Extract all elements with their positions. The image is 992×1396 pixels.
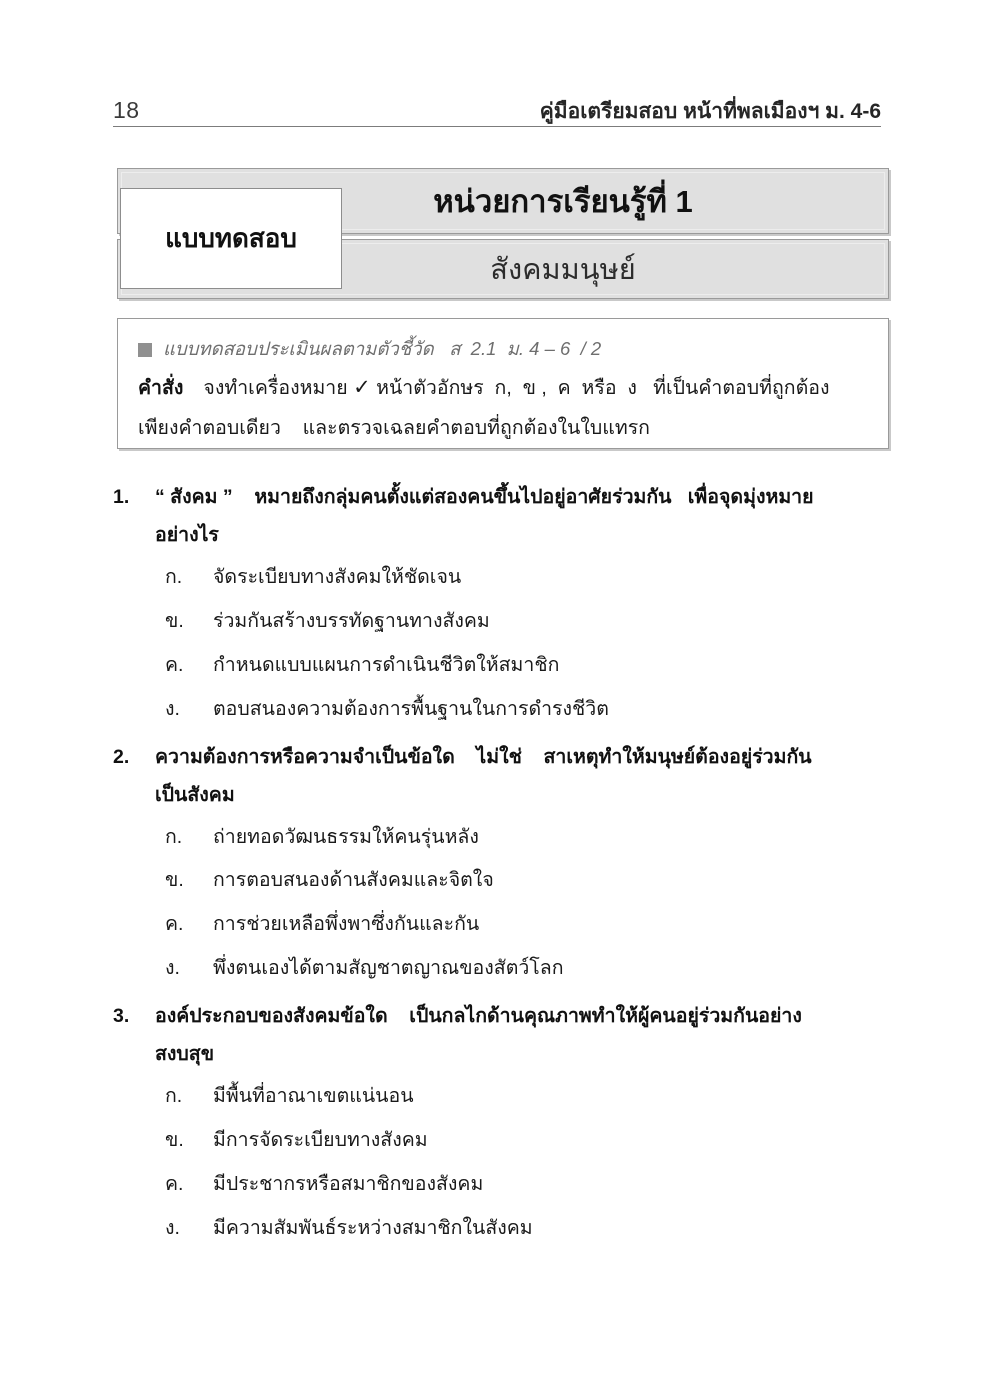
unit-title-label: หน่วยการเรียนรู้ที่ 1	[433, 184, 693, 219]
choice-letter: ง.	[165, 1216, 180, 1239]
test-type-label: แบบทดสอบ	[165, 223, 297, 253]
choice-text: พึ่งตนเองได้ตามสัญชาตญาณของสัตว์โลก	[213, 957, 564, 980]
question-number: 2.	[113, 745, 130, 768]
directive-text-segment-2: หน้าตัวอักษร ก, ข , ค หรือ ง ที่เป็นคำตอบที่ถูกต้อง	[370, 377, 830, 399]
instruction-box	[117, 318, 889, 449]
choice-item[interactable]	[165, 556, 893, 600]
choice-letter: ก.	[165, 825, 183, 848]
choice-letter: ข.	[165, 1128, 184, 1151]
directive-text-segment-1: จงทำเครื่องหมาย	[203, 377, 354, 399]
header-divider-rule	[113, 126, 881, 127]
choice-text: มีพื้นที่อาณาเขตแน่นอน	[213, 1085, 414, 1108]
choice-letter: ค.	[165, 653, 184, 676]
choice-item[interactable]	[165, 600, 893, 644]
choice-text: มีประชากรหรือสมาชิกของสังคม	[213, 1172, 484, 1195]
choice-list	[113, 816, 893, 992]
choice-text: กำหนดแบบแผนการดำเนินชีวิตให้สมาชิก	[213, 653, 560, 676]
choice-item[interactable]	[165, 1163, 893, 1207]
choice-letter: ง.	[165, 957, 180, 980]
question-item	[113, 997, 893, 1251]
choice-item[interactable]	[165, 816, 893, 860]
question-number: 3.	[113, 1005, 130, 1028]
choice-item[interactable]	[165, 1119, 893, 1163]
question-item	[113, 738, 893, 992]
choice-letter: ข.	[165, 609, 184, 632]
choice-item[interactable]	[165, 903, 893, 947]
question-heading	[113, 997, 893, 1073]
choice-item[interactable]	[165, 947, 893, 991]
indicator-text: แบบทดสอบประเมินผลตามตัวชี้วัด ส 2.1 ม. 4 – 6 / 2	[163, 338, 602, 359]
question-text-line: ความต้องการหรือความจำเป็นข้อใด ไม่ใช่ สาเหตุทำให้มนุษย์ต้องอยู่ร่วมกัน	[155, 745, 812, 768]
checkmark-icon: ✓	[353, 376, 371, 399]
question-text-line: “ สังคม ” หมายถึงกลุ่มคนตั้งแต่สองคนขึ้นไปอยู่อาศัยร่วมกัน เพื่อจุดมุ่งหมาย	[155, 486, 814, 508]
choice-text: มีการจัดระเบียบทางสังคม	[213, 1128, 428, 1151]
book-running-title: คู่มือเตรียมสอบ หน้าที่พลเมืองฯ ม. 4-6	[539, 100, 881, 123]
choice-text: จัดระเบียบทางสังคมให้ชัดเจน	[213, 566, 462, 589]
choice-text: การช่วยเหลือพึ่งพาซึ่งกันและกัน	[213, 913, 480, 936]
choice-letter: ง.	[165, 697, 180, 720]
question-text-line: สงบสุข	[155, 1043, 215, 1066]
square-bullet-icon	[138, 343, 152, 357]
choice-letter: ค.	[165, 1172, 184, 1195]
topic-title-label: สังคมมนุษย์	[490, 254, 636, 286]
choice-text: ร่วมกันสร้างบรรทัดฐานทางสังคม	[213, 609, 490, 632]
choice-item[interactable]	[165, 644, 893, 688]
choice-item[interactable]	[165, 1207, 893, 1251]
directive-label: คำสั่ง	[138, 377, 184, 399]
question-list	[113, 478, 893, 1257]
page-number: 18	[113, 97, 140, 123]
choice-list	[113, 556, 893, 732]
directive-line-2: เพียงคำตอบเดียว และตรวจเฉลยคำตอบที่ถูกต้องในใบแทรก	[138, 417, 650, 439]
choice-item[interactable]	[165, 688, 893, 732]
choice-letter: ก.	[165, 1085, 183, 1108]
test-type-tab	[120, 188, 342, 289]
choice-text: ถ่ายทอดวัฒนธรรมให้คนรุ่นหลัง	[213, 825, 479, 848]
choice-letter: ค.	[165, 913, 184, 936]
question-heading	[113, 738, 893, 814]
choice-letter: ก.	[165, 566, 183, 589]
question-text	[155, 997, 893, 1073]
choice-letter: ข.	[165, 869, 184, 892]
indicator-line	[138, 335, 868, 364]
question-text	[155, 738, 893, 814]
question-item	[113, 478, 893, 732]
choice-item[interactable]	[165, 859, 893, 903]
question-text-line: อย่างไร	[155, 524, 219, 547]
choice-list	[113, 1075, 893, 1251]
choice-text: ตอบสนองความต้องการพื้นฐานในการดำรงชีวิต	[213, 697, 609, 720]
directive-line-1	[138, 372, 868, 403]
question-text-line: เป็นสังคม	[155, 783, 235, 806]
page-header	[113, 82, 881, 122]
question-text-line: องค์ประกอบของสังคมข้อใด เป็นกลไกด้านคุณภาพทำให้ผู้คนอยู่ร่วมกันอย่าง	[155, 1005, 802, 1028]
choice-item[interactable]	[165, 1075, 893, 1119]
unit-title-block	[117, 168, 889, 299]
choice-text: มีความสัมพันธ์ระหว่างสมาชิกในสังคม	[213, 1216, 533, 1239]
question-text	[155, 478, 893, 554]
choice-text: การตอบสนองด้านสังคมและจิตใจ	[213, 869, 494, 892]
question-heading	[113, 478, 893, 554]
question-number: 1.	[113, 486, 130, 508]
